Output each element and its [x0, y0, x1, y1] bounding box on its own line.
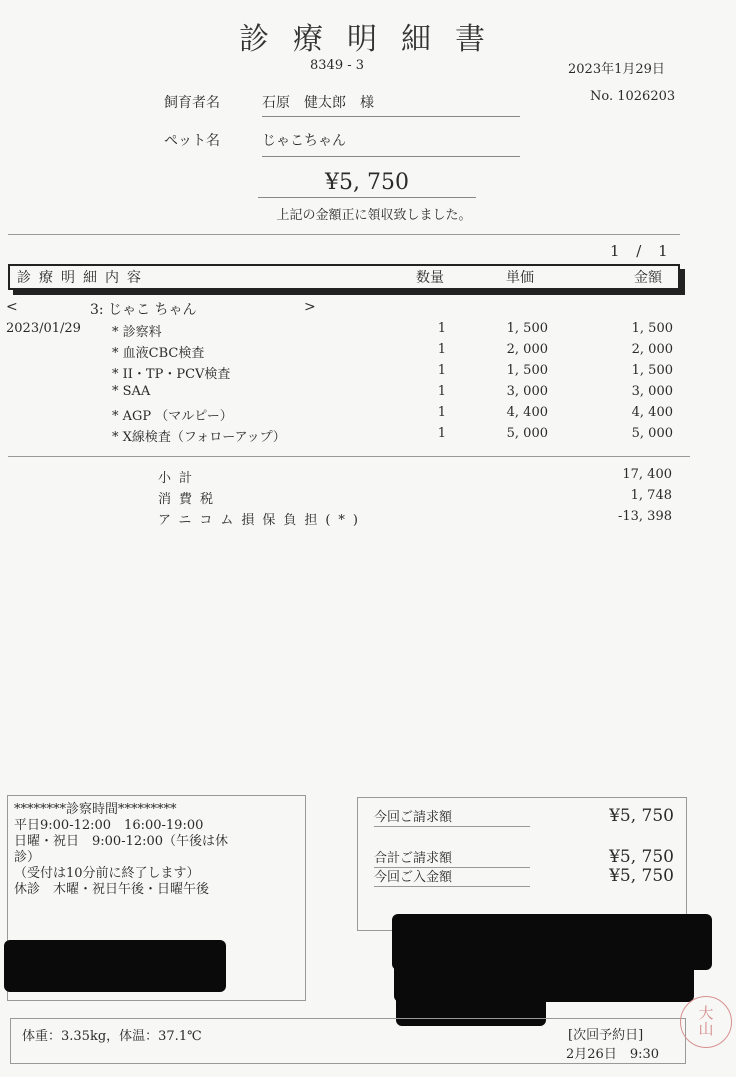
insurance-value: -13, 398: [617, 509, 672, 524]
document-code: 8349 - 3: [310, 58, 365, 73]
seal-stamp: 大 山: [680, 996, 732, 1048]
received-note: 上記の金額正に領収致しました。: [276, 208, 472, 223]
row-item: * X線検査（フォローアップ）: [112, 430, 286, 445]
subtotal-value: 17, 400: [622, 467, 672, 482]
row-price: 5, 000: [506, 426, 548, 441]
row-price: 1, 500: [506, 321, 548, 336]
row-date: 2023/01/29: [6, 321, 81, 336]
row-item: * SAA: [112, 384, 151, 399]
row-qty: 1: [437, 405, 446, 420]
hours-sunday-cont: 診）: [14, 850, 41, 865]
pet-name: じゃこちゃん: [262, 130, 520, 157]
row-item: * AGP （マルピー）: [112, 409, 233, 424]
row-price: 4, 400: [506, 405, 548, 420]
header-amount: 金額: [634, 270, 662, 286]
row-amount: 2, 000: [631, 342, 673, 357]
total-bill-value: ¥5, 750: [609, 847, 674, 867]
row-amount: 3, 000: [631, 384, 673, 399]
subtotal-label: 小計: [158, 471, 201, 486]
header-item: 診療明細内容: [17, 270, 149, 286]
row-price: 3, 000: [506, 384, 548, 399]
receipt-number: No. 1026203: [590, 89, 676, 104]
insurance-label: アニコム損保負担(*): [158, 513, 366, 528]
next-appointment-label: [次回予約日]: [568, 1028, 644, 1043]
divider-summary: [8, 456, 690, 457]
owner-name: 石原 健太郎 様: [262, 92, 520, 117]
row-qty: 1: [437, 426, 446, 441]
page-indicator: 1 / 1: [610, 242, 674, 260]
hours-reception-note: （受付は10分前に終了します）: [14, 866, 200, 881]
tax-value: 1, 748: [630, 488, 672, 503]
current-bill-value: ¥5, 750: [609, 806, 674, 826]
row-amount: 5, 000: [631, 426, 673, 441]
row-amount: 4, 400: [631, 405, 673, 420]
tax-label: 消費税: [158, 492, 222, 507]
total-bill-label: 合計ご請求額: [374, 847, 530, 868]
vitals-text: 体重：3.35kg，体温：37.1℃: [22, 1029, 202, 1044]
patient-name-line: 3: じゃこ ちゃん: [90, 302, 197, 318]
current-bill-label: 今回ご請求額: [374, 806, 530, 827]
row-amount: 1, 500: [631, 321, 673, 336]
document-title: 診療明細書: [239, 22, 509, 57]
hours-heading: ********診察時間*********: [14, 802, 177, 817]
row-price: 2, 000: [506, 342, 548, 357]
row-item: * II・TP・PCV検査: [112, 367, 231, 382]
next-appointment-value: 2月26日 9:30: [566, 1047, 660, 1062]
row-price: 1, 500: [506, 363, 548, 378]
header-price: 単価: [506, 270, 534, 286]
pet-label: ペット名: [164, 133, 220, 149]
row-qty: 1: [437, 342, 446, 357]
row-item: * 血液CBC検査: [112, 346, 205, 361]
paid-value: ¥5, 750: [609, 866, 674, 886]
patient-open: <: [6, 299, 18, 315]
divider-top: [8, 234, 680, 235]
hours-closed: 休診 木曜・祝日午後・日曜午後: [14, 882, 210, 897]
hours-weekday: 平日9:00-12:00 16:00-19:00: [14, 818, 204, 833]
issue-date: 2023年1月29日: [568, 62, 665, 77]
paid-label: 今回ご入金額: [374, 866, 530, 887]
row-qty: 1: [437, 321, 446, 336]
row-qty: 1: [437, 384, 446, 399]
patient-close: >: [304, 299, 316, 315]
hours-sunday: 日曜・祝日 9:00-12:00（午後は休: [14, 834, 229, 849]
total-amount: ¥5, 750: [258, 170, 476, 198]
header-qty: 数量: [416, 270, 444, 286]
row-qty: 1: [437, 363, 446, 378]
row-item: * 診察料: [112, 325, 162, 340]
row-amount: 1, 500: [631, 363, 673, 378]
redaction-left: [4, 940, 226, 992]
owner-label: 飼育者名: [164, 95, 220, 111]
